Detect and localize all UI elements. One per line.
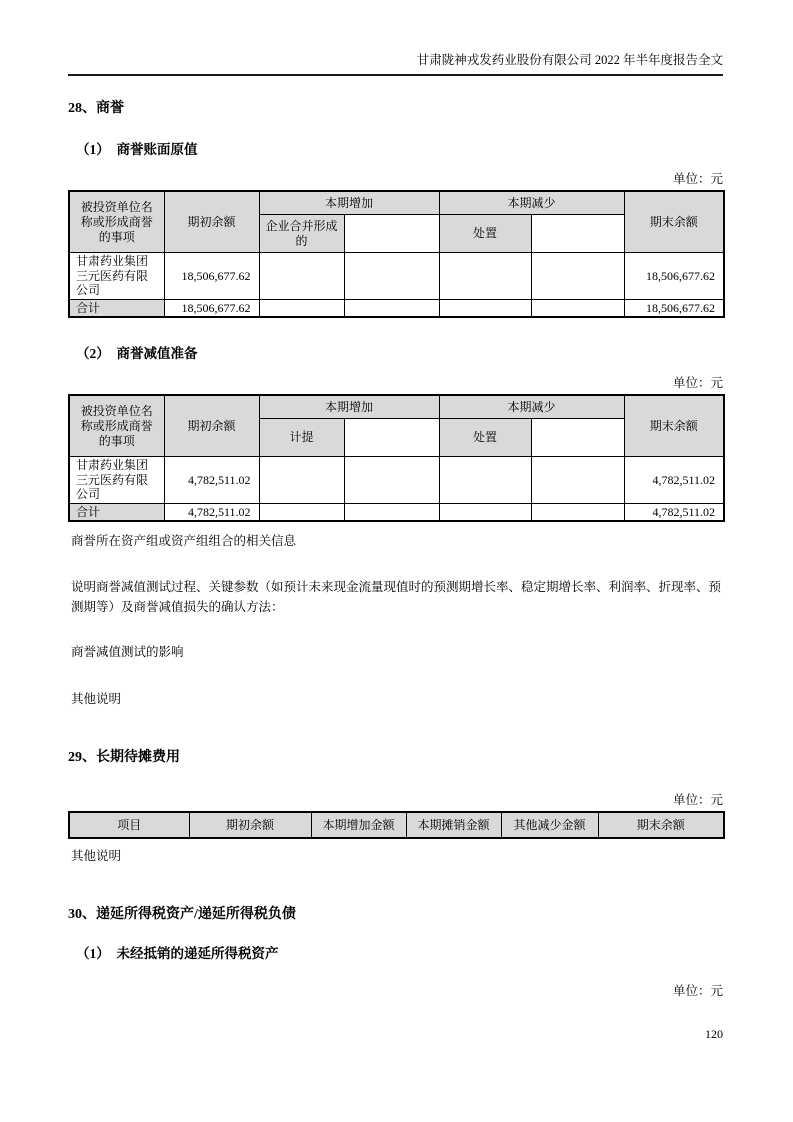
empty-cell xyxy=(531,503,624,521)
empty-cell xyxy=(439,299,531,317)
page-number: 120 xyxy=(705,1027,723,1041)
subheader-accrual: 计提 xyxy=(259,419,344,457)
note-other: 其他说明 xyxy=(71,849,122,863)
column-header-ending-balance: 期末余额 xyxy=(624,395,724,457)
column-header-beginning-balance: 期初余额 xyxy=(189,812,311,838)
subheader-disposal: 处置 xyxy=(439,419,531,457)
empty-cell xyxy=(531,253,624,300)
beginning-balance-cell: 18,506,677.62 xyxy=(164,253,259,300)
empty-cell xyxy=(259,253,344,300)
entity-name-cell: 甘肃药业集团三元医药有限公司 xyxy=(69,253,164,300)
table-header-row xyxy=(69,191,724,215)
unit-label: 单位：元 xyxy=(672,376,723,390)
column-header-decrease: 本期减少 xyxy=(439,191,624,215)
section-29-title: 29、长期待摊费用 xyxy=(68,750,180,765)
column-header-entity: 被投资单位名称或形成商誉的事项 xyxy=(69,395,164,457)
unit-label: 单位：元 xyxy=(672,172,723,186)
subheader-disposal: 处置 xyxy=(439,215,531,253)
subheader-decrease-other xyxy=(531,419,624,457)
table-row xyxy=(69,457,724,504)
note-other: 其他说明 xyxy=(71,692,122,706)
column-header-ending-balance: 期末余额 xyxy=(624,191,724,253)
beginning-balance-cell: 4,782,511.02 xyxy=(164,503,259,521)
section-28-2-title: （2） 商誉减值准备 xyxy=(76,346,198,361)
empty-cell xyxy=(439,503,531,521)
column-header-ending-balance: 期末余额 xyxy=(598,812,724,838)
column-header-increase: 本期增加 xyxy=(259,395,439,419)
subheader-increase-other xyxy=(344,215,439,253)
subheader-business-combination: 企业合并形成的 xyxy=(259,215,344,253)
ending-balance-cell: 4,782,511.02 xyxy=(624,503,724,521)
section-28-title: 28、商誉 xyxy=(68,101,124,116)
long-term-deferred-expenses-table xyxy=(68,811,725,839)
table-header-row xyxy=(69,395,724,419)
empty-cell xyxy=(531,457,624,504)
beginning-balance-cell: 4,782,511.02 xyxy=(164,457,259,504)
total-label-cell: 合计 xyxy=(69,299,164,317)
table-header-row xyxy=(69,812,724,838)
table-row xyxy=(69,253,724,300)
column-header-beginning-balance: 期初余额 xyxy=(164,191,259,253)
beginning-balance-cell: 18,506,677.62 xyxy=(164,299,259,317)
empty-cell xyxy=(259,457,344,504)
goodwill-impairment-table xyxy=(68,394,725,522)
empty-cell xyxy=(439,457,531,504)
column-header-entity: 被投资单位名称或形成商誉的事项 xyxy=(69,191,164,253)
column-header-other-decrease-amount: 其他减少金额 xyxy=(501,812,598,838)
subheader-decrease-other xyxy=(531,215,624,253)
section-30-1-title: （1） 未经抵销的递延所得税资产 xyxy=(76,946,279,961)
section-28-1-title: （1） 商誉账面原值 xyxy=(76,142,198,157)
note-impairment-test-method: 说明商誉减值测试过程、关键参数（如预计未来现金流量现值时的预测期增长率、稳定期增长率、利润率、折现率、预测期等）及商誉减值损失的确认方法： xyxy=(71,580,722,614)
empty-cell xyxy=(344,503,439,521)
unit-label: 单位：元 xyxy=(672,793,723,807)
ending-balance-cell: 4,782,511.02 xyxy=(624,457,724,504)
note-asset-group-info: 商誉所在资产组或资产组组合的相关信息 xyxy=(71,534,297,548)
report-header-title: 甘肃陇神戎发药业股份有限公司 2022 年半年度报告全文 xyxy=(68,0,723,76)
column-header-item: 项目 xyxy=(69,812,189,838)
empty-cell xyxy=(344,253,439,300)
note-impairment-test-impact: 商誉减值测试的影响 xyxy=(71,645,184,659)
column-header-amortization-amount: 本期摊销金额 xyxy=(406,812,501,838)
section-30-title: 30、递延所得税资产/递延所得税负债 xyxy=(68,907,296,922)
ending-balance-cell: 18,506,677.62 xyxy=(624,299,724,317)
empty-cell xyxy=(439,253,531,300)
empty-cell xyxy=(259,299,344,317)
column-header-increase: 本期增加 xyxy=(259,191,439,215)
empty-cell xyxy=(344,299,439,317)
column-header-beginning-balance: 期初余额 xyxy=(164,395,259,457)
table-total-row xyxy=(69,299,724,317)
empty-cell xyxy=(531,299,624,317)
table-total-row xyxy=(69,503,724,521)
column-header-decrease: 本期减少 xyxy=(439,395,624,419)
column-header-increase-amount: 本期增加金额 xyxy=(311,812,406,838)
entity-name-cell: 甘肃药业集团三元医药有限公司 xyxy=(69,457,164,504)
ending-balance-cell: 18,506,677.62 xyxy=(624,253,724,300)
total-label-cell: 合计 xyxy=(69,503,164,521)
goodwill-original-value-table xyxy=(68,190,725,318)
empty-cell xyxy=(344,457,439,504)
unit-label: 单位：元 xyxy=(672,984,723,998)
report-page xyxy=(68,0,723,1042)
subheader-increase-other xyxy=(344,419,439,457)
empty-cell xyxy=(259,503,344,521)
